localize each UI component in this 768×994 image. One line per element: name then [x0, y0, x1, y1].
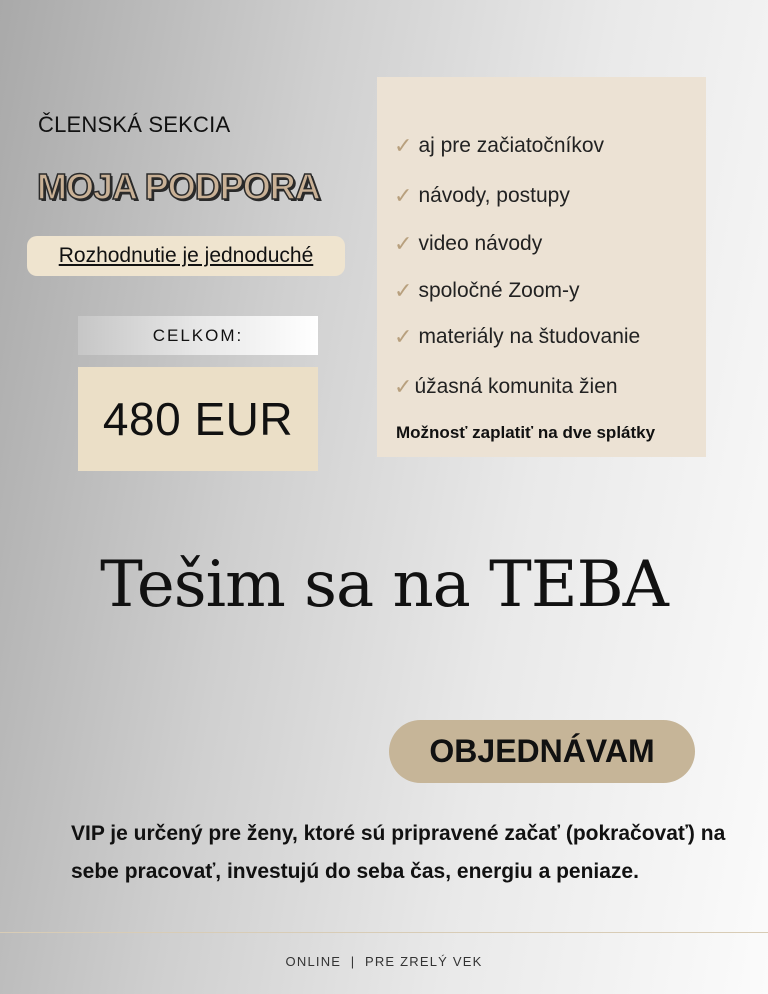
order-button[interactable]: OBJEDNÁVAM: [389, 720, 695, 783]
feature-label: spoločné Zoom-y: [418, 279, 580, 302]
price-box: [78, 367, 318, 471]
installment-note: Možnosť zaplatiť na dve splátky: [396, 423, 656, 442]
page-title: MOJA PODPORA: [37, 166, 320, 207]
checkmark-icon: ✓: [394, 278, 413, 303]
feature-label: video návody: [418, 232, 543, 255]
features-card: [377, 77, 706, 457]
checkmark-icon: ✓: [394, 231, 413, 256]
feature-item: [394, 278, 580, 304]
feature-item: [394, 324, 640, 350]
feature-item: [394, 374, 618, 400]
feature-label: aj pre začiatočníkov: [418, 134, 605, 157]
checkmark-icon: ✓: [394, 374, 413, 399]
headline: Tešim sa na TEBA: [100, 548, 668, 622]
checkmark-icon: ✓: [394, 324, 413, 349]
feature-label: návody, postupy: [418, 184, 570, 207]
footer-text: ONLINE | PRE ZRELÝ VEK: [285, 954, 483, 969]
footer-divider: [0, 932, 768, 933]
feature-item: [394, 133, 604, 159]
checkmark-icon: ✓: [394, 133, 413, 158]
feature-label: úžasná komunita žien: [414, 375, 618, 398]
feature-item: [394, 231, 542, 257]
vip-description: VIP je určený pre ženy, ktoré sú pripravené začať (pokračovať) na sebe pracovať, investujú do seba čas, energiu a peniaze.: [71, 822, 726, 883]
feature-item: [394, 183, 570, 209]
total-label: CELKOM:: [78, 316, 318, 355]
decision-link[interactable]: [27, 236, 345, 276]
price-value: 480 EUR: [102, 393, 294, 445]
checkmark-icon: ✓: [394, 183, 413, 208]
decision-link-text[interactable]: Rozhodnutie je jednoduché: [58, 244, 314, 267]
feature-label: materiály na študovanie: [418, 325, 641, 348]
section-label: ČLENSKÁ SEKCIA: [38, 112, 231, 137]
